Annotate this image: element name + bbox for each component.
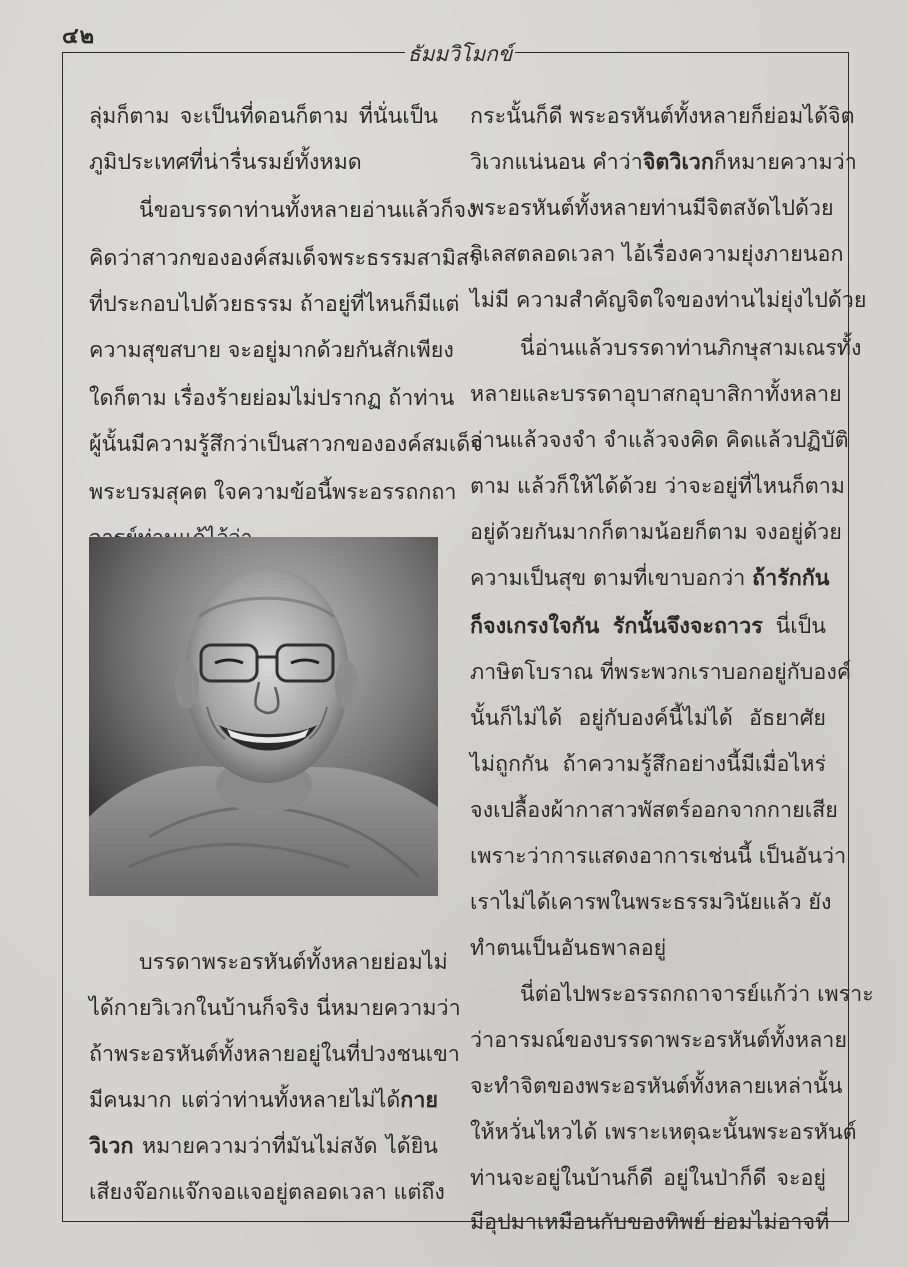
text-line: ไม่ถูกกัน ถ้าความรู้สึกอย่างนี้มีเมื่อไหร่	[470, 752, 826, 777]
bold-term: จิตวิเวก	[642, 150, 714, 175]
right-column	[470, 95, 874, 1235]
text-line: เราไม่ได้เคารพในพระธรรมวินัยแล้ว ยัง	[470, 890, 832, 915]
text-line: ทำตนเป็นอันธพาลอยู่	[470, 936, 667, 961]
text-line: ลุ่มก็ตาม จะเป็นที่ดอนก็ตาม ที่นั่นเป็น	[89, 104, 438, 129]
monk-portrait-photo	[89, 537, 438, 896]
text-line: เสียงจ๊อกแจ๊กจอแจอยู่ตลอดเวลา แต่ถึง	[89, 1180, 445, 1205]
text-line	[470, 607, 826, 647]
text-line: ว่าอารมณ์ของบรรดาพระอรหันต์ทั้งหลาย	[470, 1028, 847, 1053]
bold-phrase: ก็จงเกรงใจกัน รักนั้นจึงจะถาวร	[470, 614, 763, 639]
text-line: ที่ประกอบไปด้วยธรรม ถ้าอยู่ที่ไหนก็มีแต่	[89, 292, 460, 317]
text-line: กระนั้นก็ดี พระอรหันต์ทั้งหลายก็ย่อมได้จิต	[470, 104, 855, 129]
text-line: นั้นก็ไม่ได้ อยู่กับองค์นี้ไม่ได้ อัธยาศัย	[470, 706, 826, 731]
text-run: วิเวกแน่นอน คำว่า	[470, 150, 643, 175]
text-line: ภาษิตโบราณ ที่พระพวกเราบอกอยู่กับองค์	[470, 660, 852, 685]
text-line: ท่านจะอยู่ในบ้านก็ดี อยู่ในป่าก็ดี จะอยู่	[470, 1166, 826, 1191]
text-line: เพราะว่าการแสดงอาการเช่นนี้ เป็นอันว่า	[470, 844, 847, 869]
text-line	[470, 559, 830, 599]
text-line: นี่อ่านแล้วบรรดาท่านภิกษุสามเณรทั้ง	[520, 336, 862, 361]
text-run: ความเป็นสุข ตามที่เขาบอกว่า	[470, 566, 753, 591]
text-run: มีคนมาก แต่ว่าท่านทั้งหลายไม่ได้	[89, 1088, 401, 1113]
text-line: ให้หวั่นไหวได้ เพราะเหตุฉะนั้นพระอรหันต์	[470, 1120, 857, 1145]
text-line: พระอรหันต์ทั้งหลายท่านมีจิตสงัดไปด้วย	[470, 196, 834, 221]
page-number: ๔๒	[62, 24, 96, 49]
text-line: กิเลสตลอดเวลา ไอ้เรื่องความยุ่งภายนอก	[470, 242, 844, 267]
text-line: ความสุขสบาย จะอยู่มากด้วยกันสักเพียง	[89, 338, 454, 363]
text-line: ได้กายวิเวกในบ้านก็จริง นี่หมายความว่า	[89, 996, 461, 1021]
text-line: จงเปลื้องผ้ากาสาวพัสตร์ออกจากกายเสีย	[470, 798, 838, 823]
text-line: อยู่ด้วยกันมากก็ตามน้อยก็ตาม จงอยู่ด้วย	[470, 520, 842, 545]
text-line: ไม่มี ความสำคัญจิตใจของท่านไม่ยุ่งไปด้วย	[470, 288, 867, 313]
text-line	[89, 1127, 438, 1167]
portrait-image	[89, 537, 438, 896]
text-line: หลายและบรรดาอุบาสกอุบาสิกาทั้งหลาย	[470, 382, 842, 407]
running-header-title: ธัมมวิโมกข์	[407, 42, 513, 66]
text-line: ผู้นั้นมีความรู้สึกว่าเป็นสาวกขององค์สมเด็จ	[89, 432, 483, 457]
text-run: หมายความว่าที่มันไม่สงัด ได้ยิน	[133, 1134, 438, 1159]
bold-term: กาย	[400, 1088, 438, 1113]
text-line: ตาม แล้วก็ให้ได้ด้วย ว่าจะอยู่ที่ไหนก็ตาม	[470, 474, 845, 499]
bold-phrase: ถ้ารักกัน	[752, 566, 830, 591]
frame-top-rule-left	[62, 52, 405, 53]
text-run: นี่เป็น	[762, 614, 826, 639]
text-line: ถ้าพระอรหันต์ทั้งหลายอยู่ในที่ปวงชนเขา	[89, 1042, 460, 1067]
text-line	[470, 143, 857, 183]
text-line: นี่ขอบรรดาท่านทั้งหลายอ่านแล้วก็จง	[139, 198, 477, 223]
text-line: บรรดาพระอรหันต์ทั้งหลายย่อมไม่	[139, 950, 448, 975]
text-line: อ่านแล้วจงจำ จำแล้วจงคิด คิดแล้วปฏิบัติ	[470, 428, 849, 453]
bold-term: วิเวก	[89, 1134, 134, 1159]
text-line: พระบรมสุคต ใจความข้อนี้พระอรรถกถา	[89, 480, 457, 505]
text-line: นี่ต่อไปพระอรรถกถาจารย์แก้ว่า เพราะ	[520, 982, 874, 1007]
text-line: ภูมิประเทศที่น่ารื่นรมย์ทั้งหมด	[89, 150, 362, 175]
frame-top-rule-right	[515, 52, 849, 53]
text-run: ก็หมายความว่า	[713, 150, 857, 175]
text-line: ใดก็ตาม เรื่องร้ายย่อมไม่ปรากฏ ถ้าท่าน	[89, 386, 455, 411]
text-line: มีอุปมาเหมือนกับของทิพย์ ย่อมไม่อาจที่	[470, 1210, 830, 1235]
text-line: จะทำจิตของพระอรหันต์ทั้งหลายเหล่านั้น	[470, 1074, 843, 1099]
text-line	[89, 1081, 438, 1121]
text-line: คิดว่าสาวกขององค์สมเด็จพระธรรมสามิสร	[89, 246, 481, 271]
